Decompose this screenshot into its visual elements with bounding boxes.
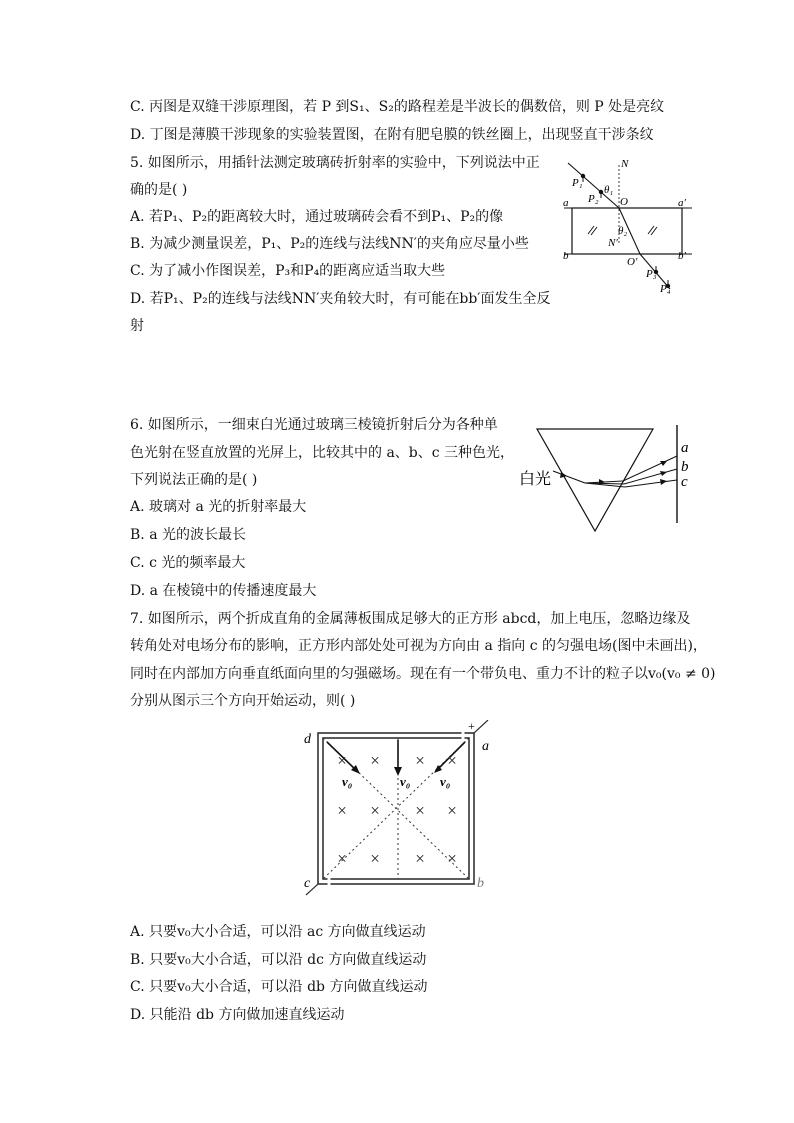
cross-mark: × [337, 849, 347, 868]
q5-option-d-line2: 射 [130, 318, 144, 334]
q7-stem-line2: 转角处对电场分布的影响，正方形内部处处可视为方向由 a 指向 c 的匀强电场(图中未画出)， [130, 638, 707, 654]
q7-stem-line4: 分别从图示三个方向开始运动，则( ) [130, 693, 356, 709]
label-plus: + [468, 720, 475, 733]
cross-mark: × [337, 751, 347, 770]
q6-prism-figure [515, 423, 705, 533]
q4-option-c: C. 丙图是双缝干涉原理图，若 P 到S₁、S₂的路程差是半波长的偶数倍，则 P 处是亮纹 [130, 99, 665, 115]
q6-stem-line2: 色光射在竖直放置的光屏上，比较其中的 a、b、c 三种色光， [130, 445, 515, 461]
label-p3: P₃ [646, 268, 657, 280]
cross-mark: × [415, 801, 425, 820]
label-n: N [621, 158, 629, 170]
lead-a [474, 720, 488, 733]
label-a: a [482, 739, 489, 754]
label-b: b [477, 876, 484, 891]
q7-field-figure [300, 720, 500, 896]
label-c: c [681, 474, 688, 490]
cross-mark: × [447, 751, 457, 770]
cross-mark: × [415, 751, 425, 770]
q7-stem-line3: 同时在内部加方向垂直纸面向里的匀强磁场。现在有一个带负电、重力不计的粒子以v₀(v₀ ≠ 0) [130, 666, 716, 682]
q4-option-d: D. 丁图是薄膜干涉现象的实验装置图，在附有肥皂膜的铁丝圈上，出现竖直干涉条纹 [130, 127, 654, 143]
arrowhead [560, 472, 567, 478]
label-d: d [304, 732, 311, 747]
q5-stem-line1: 5. 如图所示，用插针法测定玻璃砖折射率的实验中，下列说法中正 [130, 155, 540, 171]
cross-mark: × [447, 849, 457, 868]
cross-mark: × [370, 849, 380, 868]
q6-stem-line1: 6. 如图所示，一细束白光通过玻璃三棱镜折射后分为各种单 [130, 417, 498, 433]
label-b-prime: b′ [678, 250, 686, 262]
q7-option-c: C. 只要v₀大小合适，可以沿 db 方向做直线运动 [130, 979, 428, 995]
q7-option-a: A. 只要v₀大小合适，可以沿 ac 方向做直线运动 [130, 924, 426, 940]
label-white-light: 白光 [519, 471, 552, 488]
label-v0-middle: v₀ [400, 774, 411, 789]
label-n-prime: N′ [608, 237, 618, 249]
q6-option-a: A. 玻璃对 a 光的折射率最大 [130, 499, 307, 515]
label-a-prime: a′ [678, 197, 686, 209]
q5-stem-line2: 确的是( ) [130, 182, 188, 198]
q6-option-c: C. c 光的频率最大 [130, 555, 246, 571]
label-theta2: θ₂ [618, 225, 628, 237]
q5-glass-slab-figure [560, 155, 710, 295]
cross-mark: × [370, 751, 380, 770]
label-v0-right: v₀ [440, 774, 451, 789]
label-b: b [563, 250, 569, 262]
cross-mark: × [447, 801, 457, 820]
q7-stem-line1: 7. 如图所示，两个折成直角的金属薄板围成足够大的正方形 abcd，加上电压，忽略边缘及 [130, 611, 691, 627]
q6-option-b: B. a 光的波长最长 [130, 527, 246, 543]
label-p1: P₁ [572, 177, 583, 189]
q6-option-d: D. a 在棱镜中的传播速度最大 [130, 583, 317, 599]
q5-option-b: B. 为减少测量误差，P₁、P₂的连线与法线NN′的夹角应尽量小些 [130, 236, 529, 252]
q5-option-a: A. 若P₁、P₂的距离较大时，通过玻璃砖会看不到P₁、P₂的像 [130, 209, 504, 225]
label-o: O [620, 196, 628, 208]
cross-mark: × [370, 801, 380, 820]
q5-option-d-line1: D. 若P₁、P₂的连线与法线NN′夹角较大时，有可能在bb′面发生全反 [130, 291, 551, 307]
label-c: c [304, 876, 311, 891]
arrowhead [660, 479, 667, 485]
label-b: b [681, 459, 689, 475]
label-a: a [563, 197, 569, 209]
label-theta1: θ₁ [604, 184, 614, 196]
cross-mark: × [337, 801, 347, 820]
label-v0-left: v₀ [342, 774, 353, 789]
q6-stem-line3: 下列说法正确的是( ) [130, 472, 258, 488]
glass-prism [537, 429, 653, 531]
cross-mark: × [415, 849, 425, 868]
label-p2: P₂ [588, 193, 599, 205]
label-o-prime: O′ [627, 256, 638, 268]
white-light-ray [553, 471, 585, 483]
q7-option-d: D. 只能沿 db 方向做加速直线运动 [130, 1007, 345, 1023]
label-a: a [681, 440, 689, 456]
label-p4: P₄ [660, 283, 671, 295]
q7-option-b: B. 只要v₀大小合适，可以沿 dc 方向做直线运动 [130, 952, 427, 968]
arrowhead [599, 479, 605, 485]
q5-option-c: C. 为了减小作图误差，P₃和P₄的距离应适当取大些 [130, 263, 446, 279]
